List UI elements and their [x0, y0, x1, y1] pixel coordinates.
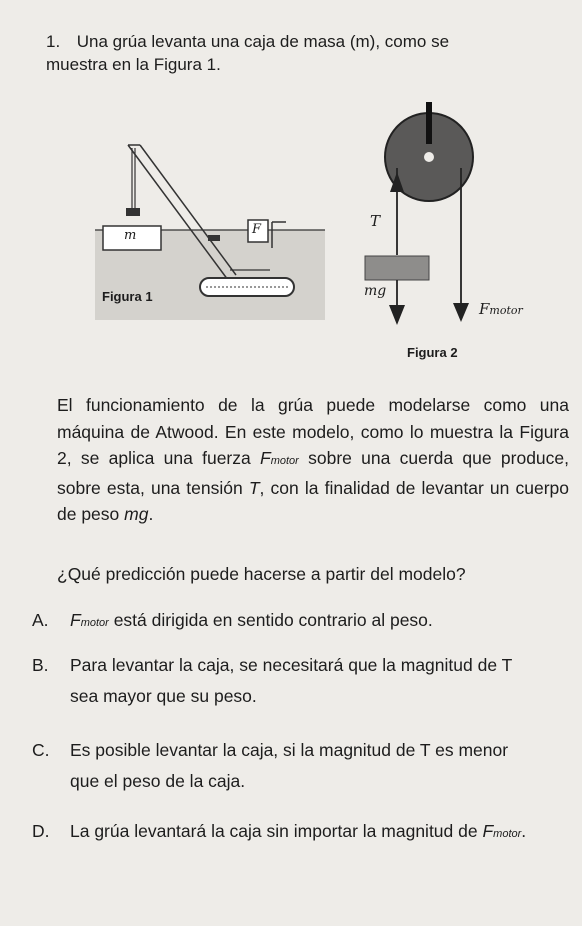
figures-area [0, 100, 582, 370]
figure1-force-label: F [252, 222, 262, 237]
figure2-motor-symbol: F [479, 300, 490, 318]
figure2-tension-label: T [370, 212, 381, 230]
figure2-caption: Figura 2 [407, 345, 458, 360]
option-d-symbol: F [482, 821, 494, 841]
option-c-line1: Es posible levantar la caja, si la magnitud de T es menor [70, 740, 509, 760]
figure2-motor-subscript: motor [489, 304, 523, 317]
option-a-letter: A. [32, 610, 49, 630]
figure2-weight-label: mg [364, 283, 387, 299]
option-b-text [70, 650, 575, 712]
option-a-text [70, 605, 575, 639]
body-f-symbol: F [260, 448, 271, 468]
option-a-symbol: F [70, 610, 81, 630]
option-b-line2: sea mayor que su peso. [70, 686, 257, 706]
option-a-rest: está dirigida en sentido contrario al peso. [108, 610, 433, 630]
question-stem [46, 30, 546, 76]
option-a-subscript: motor [80, 617, 109, 629]
body-part4: . [148, 504, 154, 524]
body-t-symbol: T [248, 477, 260, 498]
option-d-letter: D. [32, 821, 50, 841]
option-c-line2: que el peso de la caja. [70, 771, 246, 791]
motor-force-arrow [453, 303, 469, 322]
question-stem-line1: Una grúa levanta una caja de masa (m), como se [76, 32, 450, 51]
atwood-box [365, 256, 429, 280]
option-d-subscript: motor [493, 828, 522, 840]
option-b-line1: Para levantar la caja, se necesitará que la magnitud de T [70, 655, 513, 675]
model-description [57, 392, 569, 528]
figure1-mass-label: m [124, 228, 137, 243]
option-c-letter: C. [32, 740, 50, 760]
pulley-support [426, 102, 432, 144]
figures-drawing [0, 100, 582, 370]
pulley-axle [424, 152, 434, 162]
option-d-pre: La grúa levantará la caja sin importar la magnitud de [70, 821, 483, 841]
option-c-text [70, 735, 575, 797]
body-part3: , con la finalidad de levantar un cuerpo de peso [57, 477, 569, 524]
body-part1: El funcionamiento de la grúa puede modelarse como una máquina de Atwood. En este modelo, como lo muestra la Figura 2, se aplica una fuerza [57, 395, 569, 468]
body-part2: sobre una cuerda que produce, sobre esta, una tensión [57, 448, 569, 498]
figure1-caption: Figura 1 [102, 289, 153, 304]
option-d-post: . [521, 821, 527, 841]
option-d-text [70, 816, 575, 850]
question-prompt: ¿Qué predicción puede hacerse a partir del modelo? [57, 564, 466, 584]
option-b-letter: B. [32, 655, 49, 675]
question-stem-line2: muestra en la Figura 1. [46, 55, 221, 74]
weight-arrow [389, 305, 405, 325]
figure2-motor-label [479, 300, 523, 318]
body-f-subscript: motor [270, 455, 299, 467]
question-number: 1. [46, 32, 61, 51]
body-mg-symbol: mg [124, 504, 149, 524]
